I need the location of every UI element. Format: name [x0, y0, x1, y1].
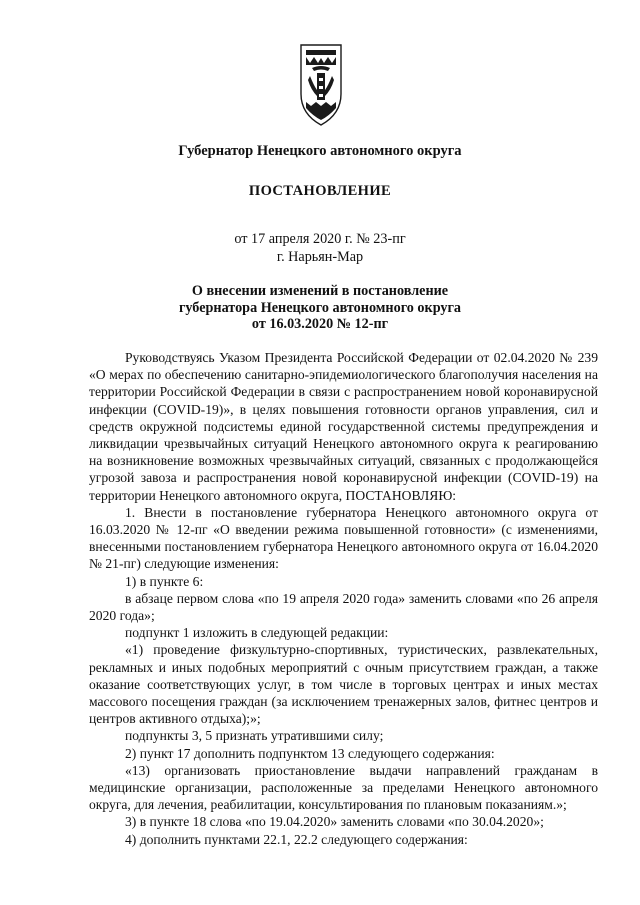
body-paragraph-preamble: Руководствуясь Указом Президента Российской Федерации от 02.04.2020 № 239 «О мерах по обеспечению санитарно-эпидемиологического благополучия населения на территории Российской Федерации в связи с распространением новой коронавирусной инфекции (COVID-19)», в целях повышения готовности органов управления, сил и средств окружной подсистемы единой государственной системы предупреждения и ликвидации чрезвычайных ситуаций Ненецкого автономного округа к реагированию на возникновение возможных чрезвычайных ситуаций, связанных с продолжающейся угрозой завоза и распространения новой коронавирусной инфекции (COVID-19) на территории Ненецкого автономного округа, ПОСТАНОВЛЯЮ:: [89, 350, 598, 503]
document-body: [89, 349, 598, 848]
body-paragraph: «1) проведение физкультурно-спортивных, туристических, развлекательных, рекламных и иных подобных мероприятий с очным присутствием граждан, а также оказание соответствующих услуг, в том числе в торговых центрах и иных местах массового посещения граждан (за исключением тренажерных залов, фитнес центров и центров активного отдыха);»;: [89, 642, 598, 727]
document-date-number: от 17 апреля 2020 г. № 23-пг: [234, 231, 406, 247]
body-paragraph: 3) в пункте 18 слова «по 19.04.2020» заменить словами «по 30.04.2020»;: [125, 814, 544, 830]
title-line: от 16.03.2020 № 12-пг: [251, 316, 389, 332]
body-paragraph: 2) пункт 17 дополнить подпунктом 13 следующего содержания:: [125, 745, 495, 761]
body-paragraph: подпункты 3, 5 признать утратившими силу;: [125, 728, 384, 744]
body-paragraph-item-1: 1. Внести в постановление губернатора Ненецкого автономного округа от 16.03.2020 № 12-пг «О введении режима повышенной готовности» (с изменениями, внесенными постановлением губернатора Ненецкого автономного округа от 16.04.2020 № 21-пг) следующие изменения:: [89, 504, 598, 572]
title-line: О внесении изменений в постановление: [191, 283, 449, 299]
body-paragraph: в абзаце первом слова «по 19 апреля 2020 года» заменить словами «по 26 апреля 2020 года»;: [89, 590, 598, 624]
coat-of-arms-icon: [298, 42, 344, 128]
title-line: губернатора Ненецкого автономного округа: [178, 299, 462, 316]
document-title: [0, 283, 640, 333]
body-paragraph: «13) организовать приостановление выдачи направлений гражданам в медицинские организации, расположенные за пределами Ненецкого автономного округа, для лечения, реабилитации, консультирования по плановым показаниям.»;: [89, 762, 598, 813]
body-paragraph: 4) дополнить пунктами 22.1, 22.2 следующего содержания:: [125, 831, 468, 847]
document-city: г. Нарьян-Мар: [276, 249, 364, 265]
body-paragraph: подпункт 1 изложить в следующей редакции:: [125, 625, 389, 641]
document-type: ПОСТАНОВЛЕНИЕ: [248, 183, 392, 199]
body-paragraph: 1) в пункте 6:: [125, 573, 204, 589]
issuing-authority: Губернатор Ненецкого автономного округа: [178, 143, 462, 159]
